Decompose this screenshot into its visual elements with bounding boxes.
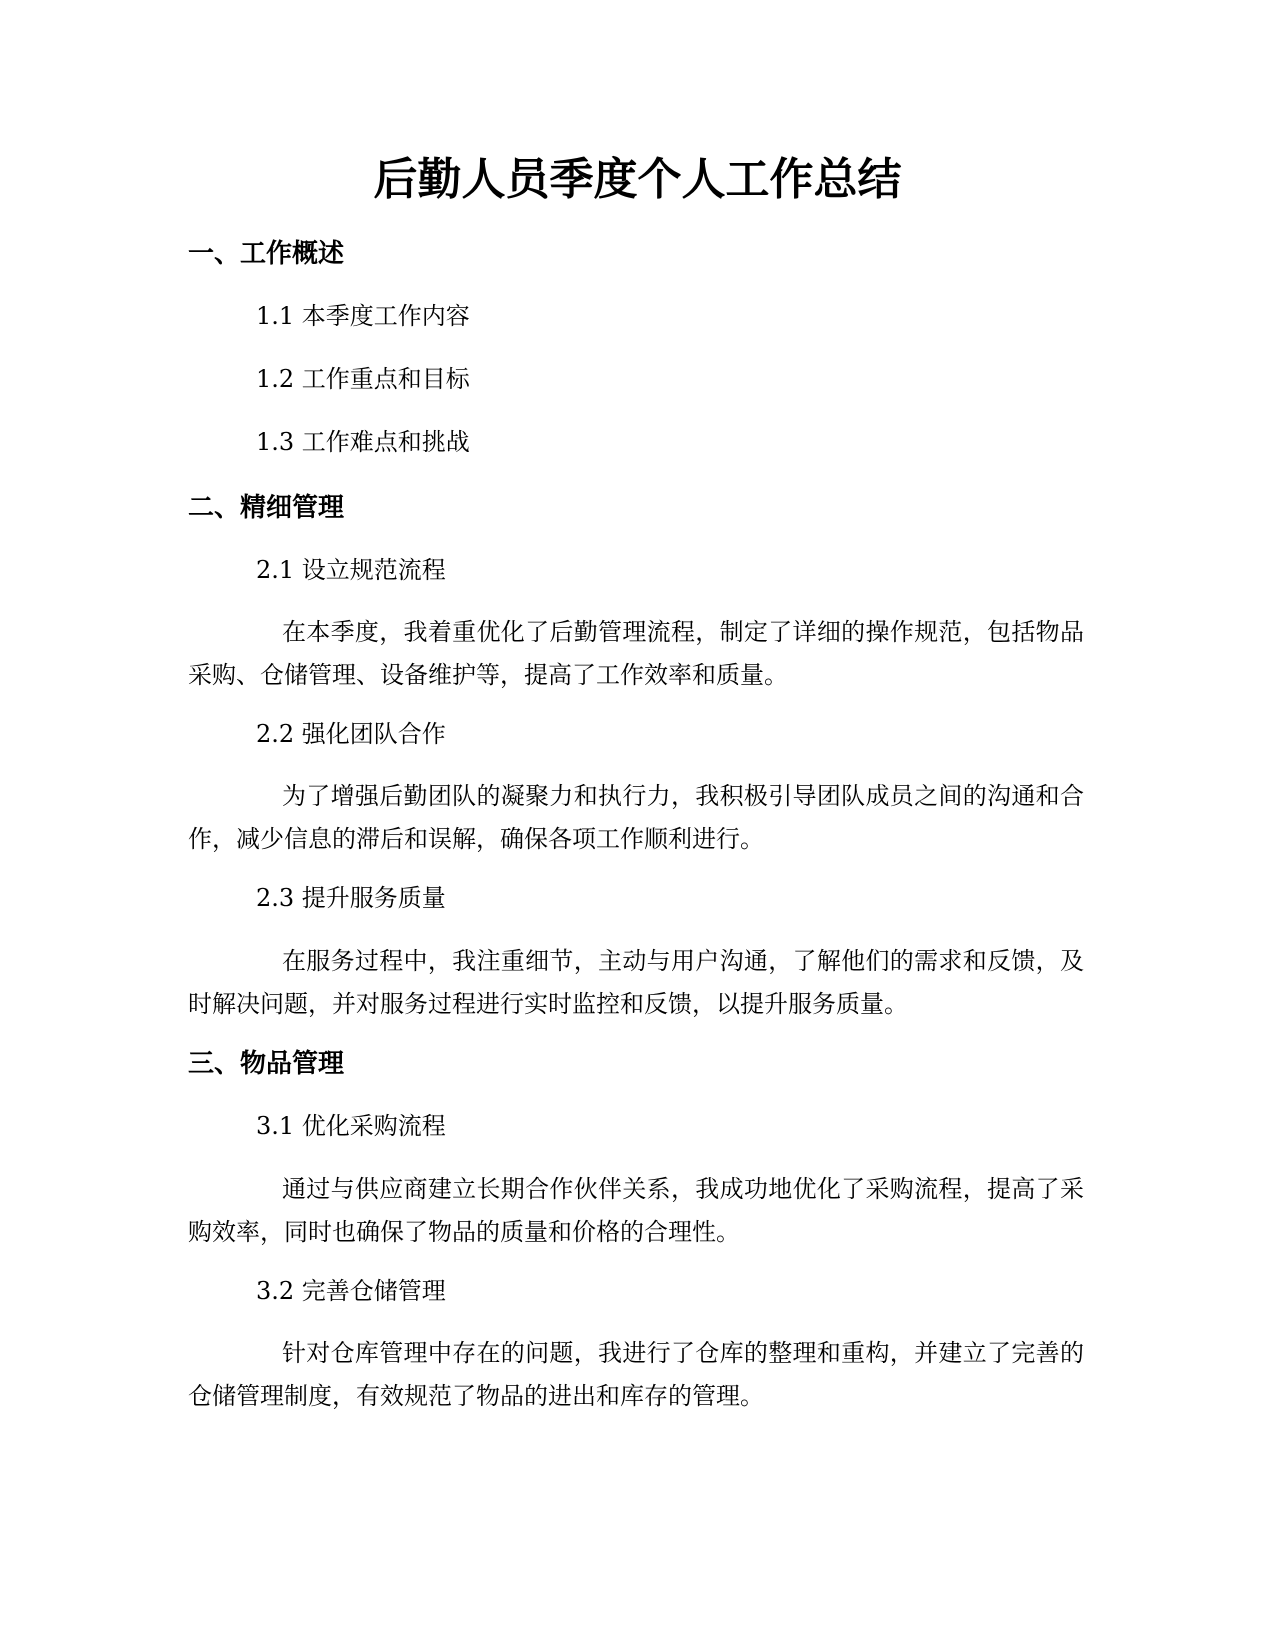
subsection-heading-1-2: 1.2 工作重点和目标 bbox=[256, 365, 470, 393]
paragraph-2-1: 在本季度，我着重优化了后勤管理流程，制定了详细的操作规范，包括物品采购、仓储管理、设备维护等，提高了工作效率和质量。 bbox=[188, 618, 1084, 689]
document-title: 后勤人员季度个人工作总结 bbox=[373, 154, 902, 205]
paragraph-3-2: 针对仓库管理中存在的问题，我进行了仓库的整理和重构，并建立了完善的仓储管理制度，有效规范了物品的进出和库存的管理。 bbox=[188, 1339, 1084, 1410]
paragraph-2-2: 为了增强后勤团队的凝聚力和执行力，我积极引导团队成员之间的沟通和合作，减少信息的滞后和误解，确保各项工作顺利进行。 bbox=[188, 782, 1084, 853]
section-heading-item-management: 三、物品管理 bbox=[188, 1049, 345, 1079]
subsection-heading-3-1: 3.1 优化采购流程 bbox=[256, 1112, 446, 1140]
paragraph-3-1: 通过与供应商建立长期合作伙伴关系，我成功地优化了采购流程，提高了采购效率，同时也确保了物品的质量和价格的合理性。 bbox=[188, 1175, 1084, 1246]
subsection-heading-2-1: 2.1 设立规范流程 bbox=[256, 556, 446, 584]
paragraph-2-3: 在服务过程中，我注重细节，主动与用户沟通，了解他们的需求和反馈，及时解决问题，并对服务过程进行实时监控和反馈，以提升服务质量。 bbox=[188, 947, 1084, 1018]
subsection-heading-2-2: 2.2 强化团队合作 bbox=[256, 720, 446, 748]
subsection-heading-2-3: 2.3 提升服务质量 bbox=[256, 884, 446, 912]
section-heading-fine-management: 二、精细管理 bbox=[188, 493, 345, 523]
subsection-heading-1-1: 1.1 本季度工作内容 bbox=[256, 302, 470, 330]
section-heading-overview: 一、工作概述 bbox=[188, 239, 345, 269]
subsection-heading-3-2: 3.2 完善仓储管理 bbox=[256, 1277, 446, 1305]
subsection-heading-1-3: 1.3 工作难点和挑战 bbox=[256, 428, 470, 456]
